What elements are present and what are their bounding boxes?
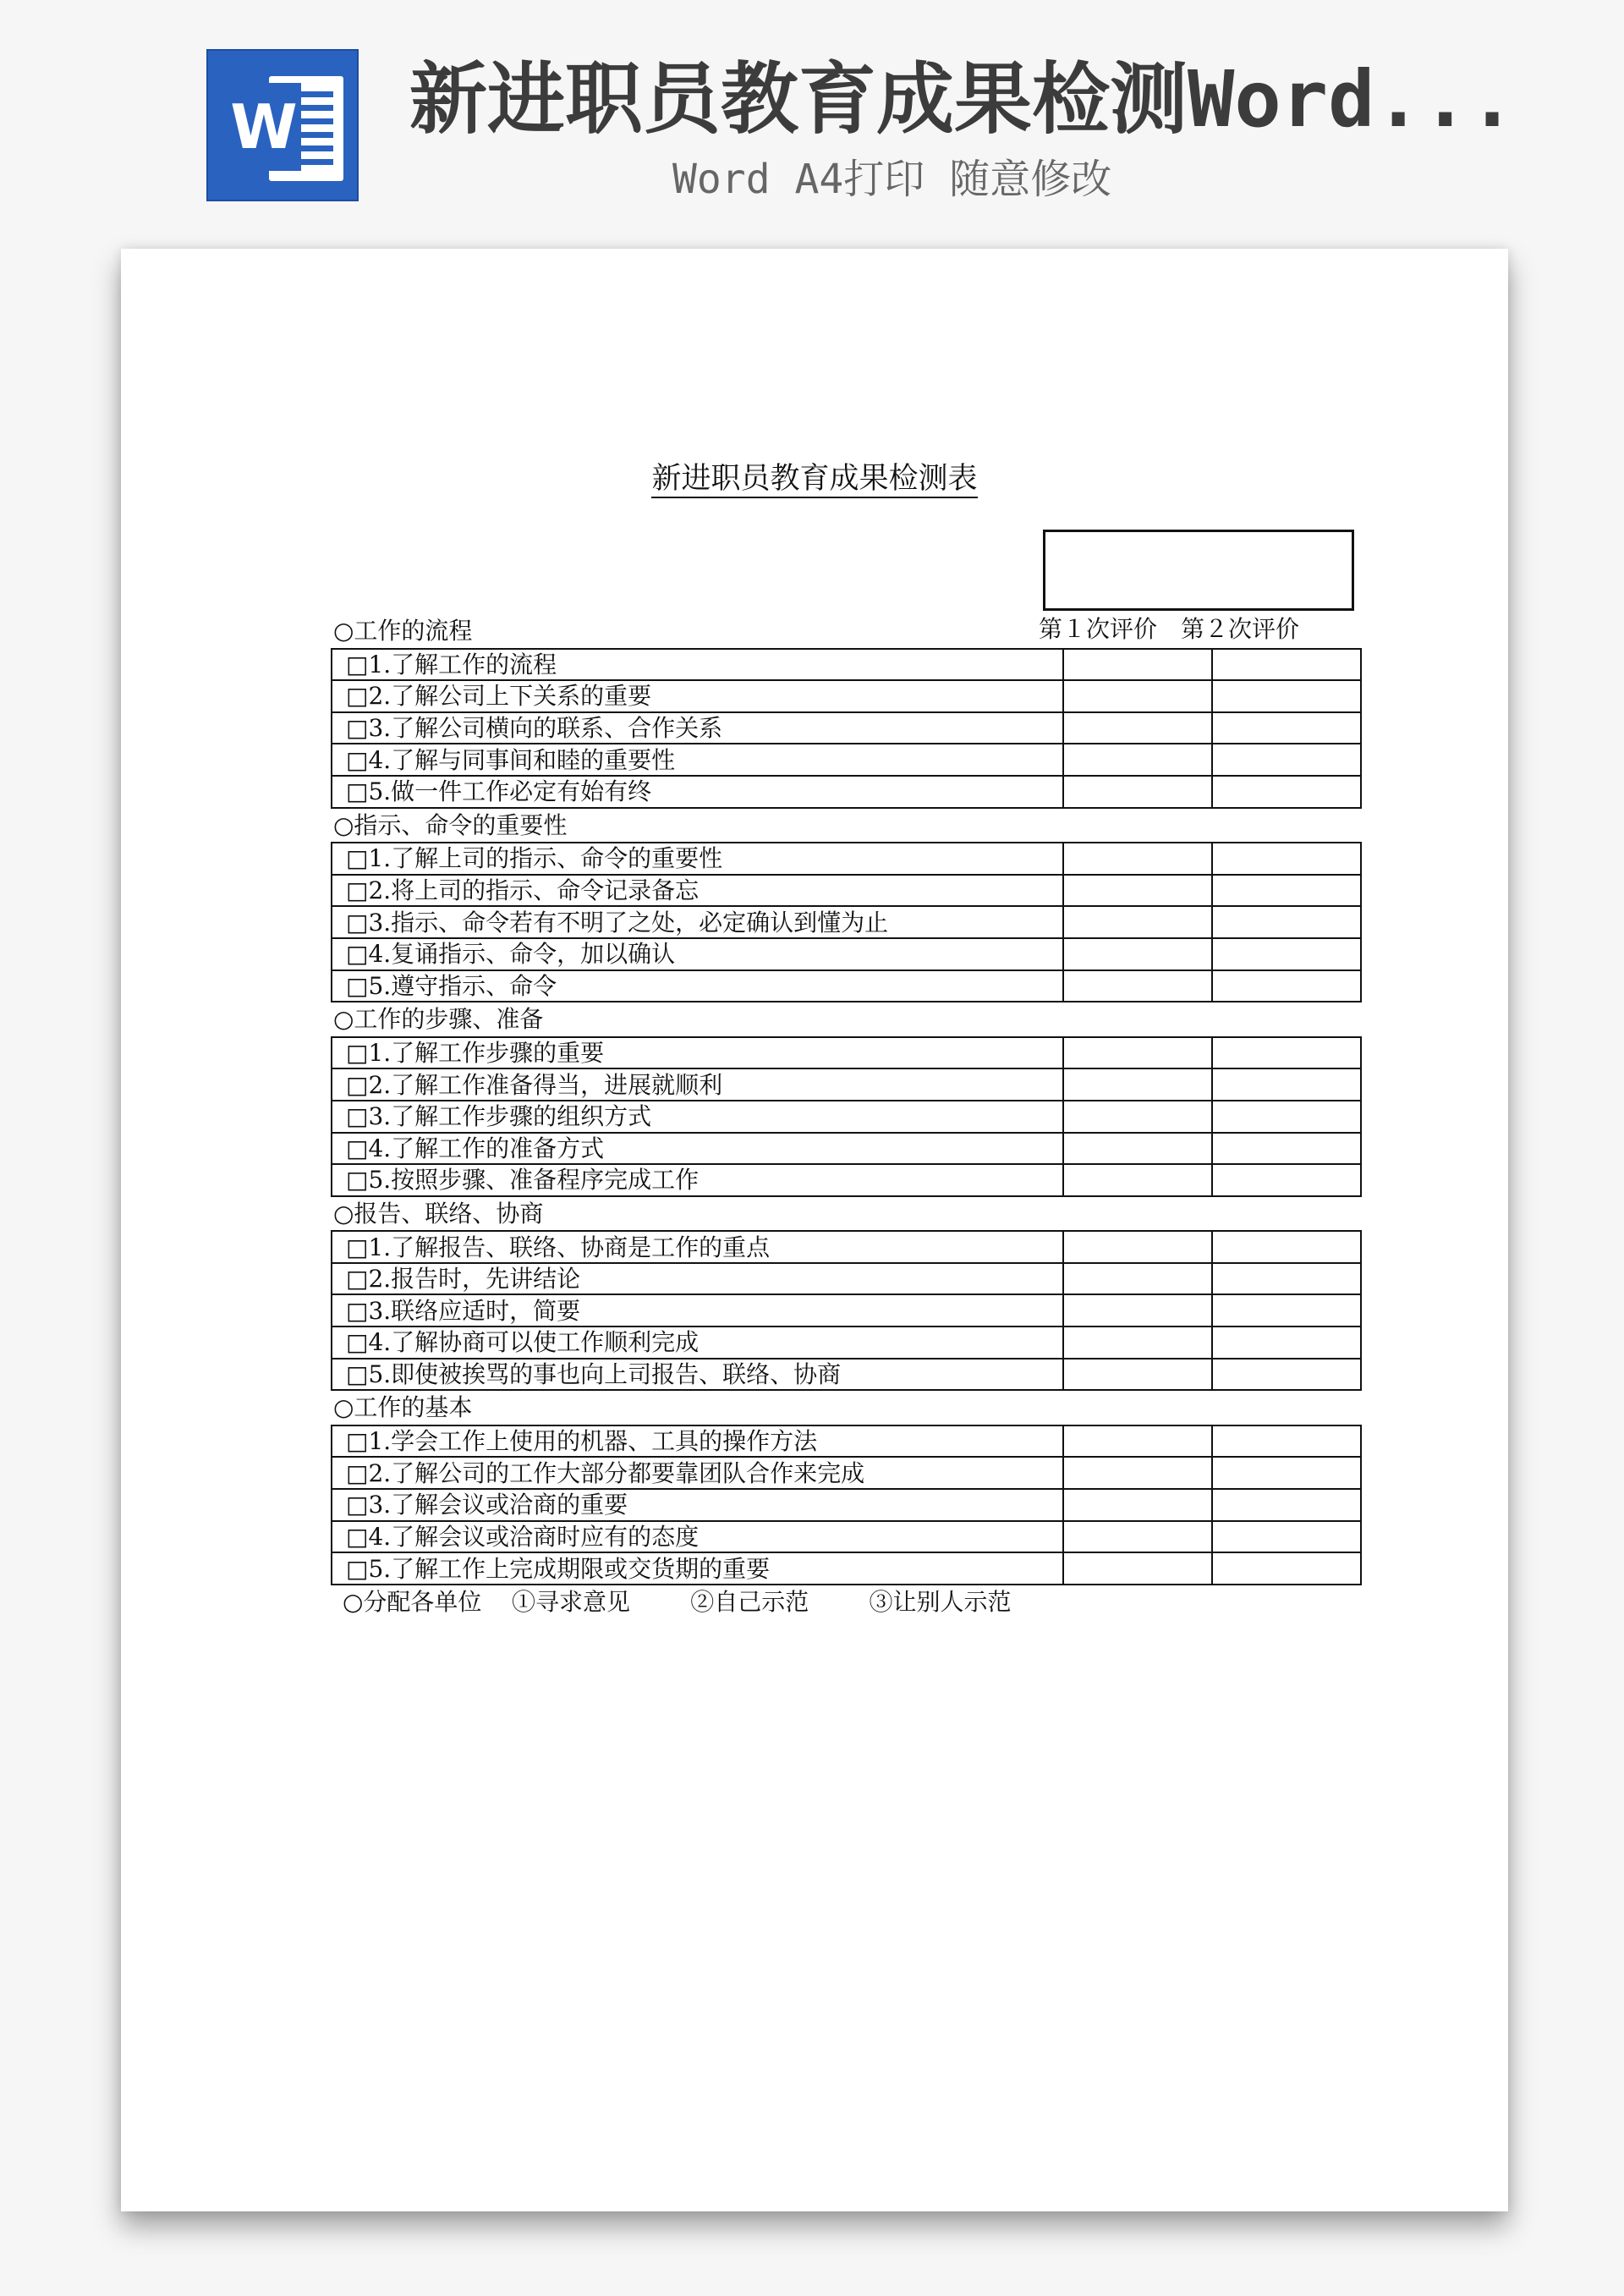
evaluation-1-cell[interactable] xyxy=(1063,1327,1212,1359)
evaluation-1-cell[interactable] xyxy=(1063,1101,1212,1133)
evaluation-2-cell[interactable] xyxy=(1212,1327,1361,1359)
evaluation-1-cell[interactable] xyxy=(1063,712,1212,744)
checklist-row xyxy=(332,649,1361,681)
checklist-row xyxy=(332,843,1361,875)
checklist-item: □3.了解工作步骤的组织方式 xyxy=(332,1101,1063,1133)
checklist-item: □3.了解会议或洽商的重要 xyxy=(332,1489,1063,1521)
checklist-item: □4.了解会议或洽商时应有的态度 xyxy=(332,1521,1063,1553)
evaluation-1-cell[interactable] xyxy=(1063,744,1212,776)
template-banner xyxy=(0,0,1624,220)
checklist-item: □4.了解工作的准备方式 xyxy=(332,1133,1063,1165)
word-app-icon xyxy=(206,49,359,201)
evaluation-1-cell[interactable] xyxy=(1063,649,1212,681)
evaluation-1-cell[interactable] xyxy=(1063,1037,1212,1069)
checklist-item: □5.按照步骤、准备程序完成工作 xyxy=(332,1164,1063,1196)
evaluation-2-cell[interactable] xyxy=(1212,744,1361,776)
checklist-item: □3.联络应适时，简要 xyxy=(332,1294,1063,1327)
checklist-row xyxy=(332,938,1361,970)
checklist-item: □5.遵守指示、命令 xyxy=(332,970,1063,1002)
evaluation-1-cell[interactable] xyxy=(1063,1164,1212,1196)
evaluation-2-cell[interactable] xyxy=(1212,1037,1361,1069)
checklist-row xyxy=(332,1457,1361,1489)
checklist-row xyxy=(332,875,1361,907)
evaluation-1-cell[interactable] xyxy=(1063,1231,1212,1263)
evaluation-2-cell[interactable] xyxy=(1212,680,1361,712)
checklist-table xyxy=(331,1230,1362,1391)
evaluation-2-cell[interactable] xyxy=(1212,843,1361,875)
evaluation-2-cell[interactable] xyxy=(1212,1068,1361,1101)
evaluation-1-cell[interactable] xyxy=(1063,1457,1212,1489)
evaluation-2-cell[interactable] xyxy=(1212,1457,1361,1489)
checklist-row xyxy=(332,1327,1361,1359)
evaluation-2-cell[interactable] xyxy=(1212,970,1361,1002)
checklist-item: □1.了解报告、联络、协商是工作的重点 xyxy=(332,1231,1063,1263)
checklist-item: □4.了解与同事间和睦的重要性 xyxy=(332,744,1063,776)
section-heading: ○工作的流程 xyxy=(333,617,473,645)
checklist-table xyxy=(331,648,1362,809)
checklist-form xyxy=(331,614,1360,1619)
section-heading: ○报告、联络、协商 xyxy=(333,1199,544,1228)
evaluation-1-cell[interactable] xyxy=(1063,843,1212,875)
evaluation-1-cell[interactable] xyxy=(1063,875,1212,907)
evaluation-2-cell[interactable] xyxy=(1212,1521,1361,1553)
checklist-table xyxy=(331,1036,1362,1197)
checklist-table xyxy=(331,842,1362,1002)
evaluation-1-cell[interactable] xyxy=(1063,1359,1212,1391)
checklist-row xyxy=(332,1425,1361,1458)
evaluation-2-cell[interactable] xyxy=(1212,1294,1361,1327)
checklist-item: □2.了解公司的工作大部分都要靠团队合作来完成 xyxy=(332,1457,1063,1489)
section-heading: ○工作的步骤、准备 xyxy=(333,1005,544,1034)
evaluation-2-cell[interactable] xyxy=(1212,1133,1361,1165)
checklist-row xyxy=(332,1359,1361,1391)
evaluation-1-cell[interactable] xyxy=(1063,906,1212,938)
evaluation-1-cell[interactable] xyxy=(1063,1133,1212,1165)
checklist-row xyxy=(332,1133,1361,1165)
checklist-item: □5.即使被挨骂的事也向上司报告、联络、协商 xyxy=(332,1359,1063,1391)
checklist-item: □3.指示、命令若有不明了之处，必定确认到懂为止 xyxy=(332,906,1063,938)
checklist-row xyxy=(332,1037,1361,1069)
document-page xyxy=(121,249,1508,2211)
checklist-item: □5.了解工作上完成期限或交货期的重要 xyxy=(332,1552,1063,1585)
evaluation-1-cell[interactable] xyxy=(1063,1294,1212,1327)
checklist-row xyxy=(332,970,1361,1002)
checklist-row xyxy=(332,776,1361,808)
evaluation-2-cell[interactable] xyxy=(1212,712,1361,744)
template-subtitle: Word A4打印 随意修改 xyxy=(672,156,1112,203)
checklist-row xyxy=(332,1521,1361,1553)
section-heading: ○工作的基本 xyxy=(333,1393,473,1422)
checklist-item: □3.了解公司横向的联系、合作关系 xyxy=(332,712,1063,744)
evaluation-1-cell[interactable] xyxy=(1063,970,1212,1002)
checklist-item: □1.了解工作步骤的重要 xyxy=(332,1037,1063,1069)
evaluation-2-cell[interactable] xyxy=(1212,1489,1361,1521)
checklist-item: □4.复诵指示、命令，加以确认 xyxy=(332,938,1063,970)
checklist-row xyxy=(332,906,1361,938)
checklist-row xyxy=(332,744,1361,776)
checklist-item: □4.了解协商可以使工作顺利完成 xyxy=(332,1327,1063,1359)
evaluation-1-cell[interactable] xyxy=(1063,938,1212,970)
evaluation-2-cell[interactable] xyxy=(1212,875,1361,907)
checklist-table xyxy=(331,1425,1362,1585)
form-title: 新进职员教育成果检测表 xyxy=(121,460,1508,497)
checklist-item: □1.了解上司的指示、命令的重要性 xyxy=(332,843,1063,875)
evaluation-2-cell[interactable] xyxy=(1212,1263,1361,1295)
evaluation-2-cell[interactable] xyxy=(1212,906,1361,938)
checklist-row xyxy=(332,1294,1361,1327)
checklist-item: □2.了解工作准备得当，进展就顺利 xyxy=(332,1068,1063,1101)
checklist-row xyxy=(332,712,1361,744)
checklist-row xyxy=(332,1068,1361,1101)
evaluation-1-cell[interactable] xyxy=(1063,1521,1212,1553)
section-heading: ○指示、命令的重要性 xyxy=(333,810,568,839)
checklist-row xyxy=(332,1231,1361,1263)
checklist-row xyxy=(332,680,1361,712)
evaluation-2-cell[interactable] xyxy=(1212,776,1361,808)
checklist-item: □2.将上司的指示、命令记录备忘 xyxy=(332,875,1063,907)
evaluation-2-cell[interactable] xyxy=(1212,938,1361,970)
evaluation-1-cell[interactable] xyxy=(1063,1489,1212,1521)
checklist-row xyxy=(332,1489,1361,1521)
evaluation-1-cell[interactable] xyxy=(1063,1263,1212,1295)
evaluation-1-cell[interactable] xyxy=(1063,1552,1212,1585)
assignment-note: ○分配各单位 ①寻求意见 ②自己示范 ③让别人示范 xyxy=(343,1587,1012,1616)
evaluation-2-cell[interactable] xyxy=(1212,1552,1361,1585)
checklist-item: □1.学会工作上使用的机器、工具的操作方法 xyxy=(332,1425,1063,1458)
evaluation-1-cell[interactable] xyxy=(1063,1068,1212,1101)
checklist-row xyxy=(332,1552,1361,1585)
word-letter-badge: W xyxy=(227,83,301,171)
evaluation-2-cell[interactable] xyxy=(1212,649,1361,681)
second-evaluation-header: 第２次评价 xyxy=(1181,615,1300,643)
checklist-item: □2.了解公司上下关系的重要 xyxy=(332,680,1063,712)
template-title: 新进职员教育成果检测Word... xyxy=(409,54,1516,145)
evaluation-1-cell[interactable] xyxy=(1063,776,1212,808)
score-box xyxy=(1043,530,1354,611)
first-evaluation-header: 第１次评价 xyxy=(1039,615,1158,643)
evaluation-2-cell[interactable] xyxy=(1212,1164,1361,1196)
checklist-row xyxy=(332,1101,1361,1133)
checklist-row xyxy=(332,1263,1361,1295)
evaluation-2-cell[interactable] xyxy=(1212,1425,1361,1458)
evaluation-1-cell[interactable] xyxy=(1063,1425,1212,1458)
evaluation-2-cell[interactable] xyxy=(1212,1359,1361,1391)
checklist-item: □5.做一件工作必定有始有终 xyxy=(332,776,1063,808)
evaluation-2-cell[interactable] xyxy=(1212,1231,1361,1263)
checklist-item: □1.了解工作的流程 xyxy=(332,649,1063,681)
evaluation-1-cell[interactable] xyxy=(1063,680,1212,712)
checklist-row xyxy=(332,1164,1361,1196)
checklist-item: □2.报告时，先讲结论 xyxy=(332,1263,1063,1295)
evaluation-2-cell[interactable] xyxy=(1212,1101,1361,1133)
